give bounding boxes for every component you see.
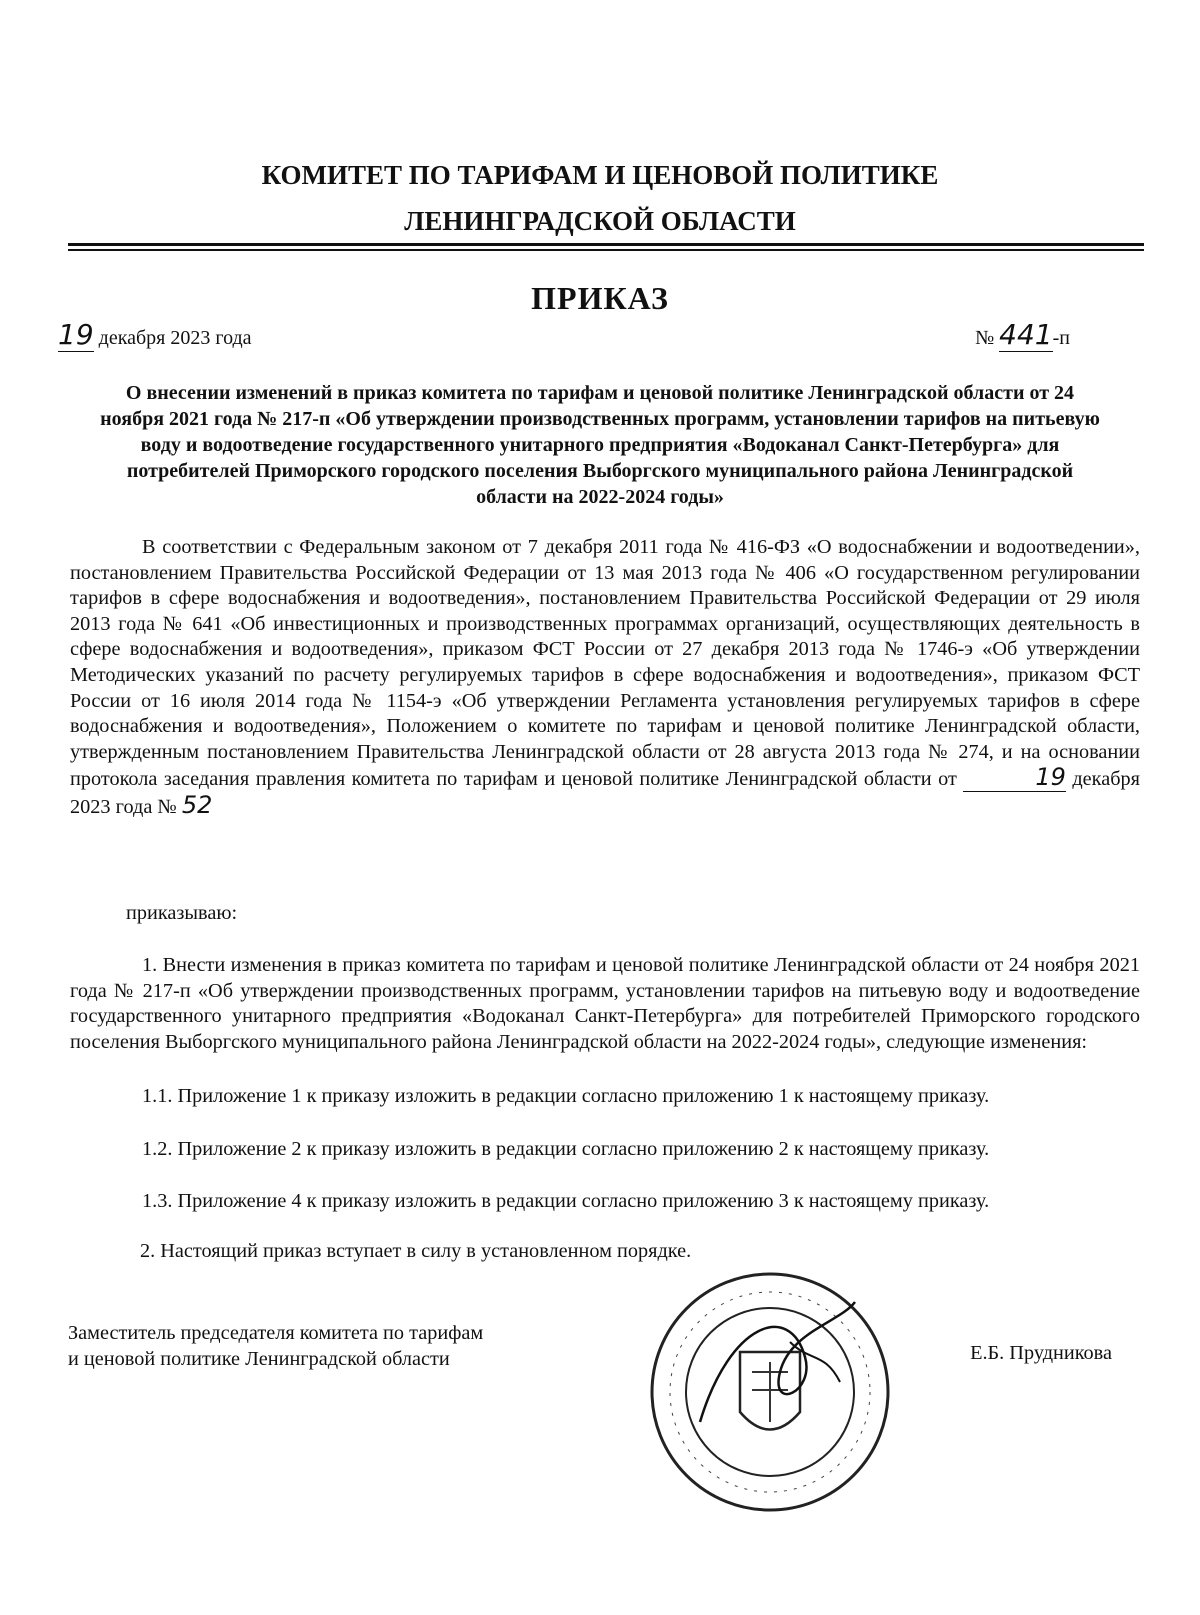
date-rest: декабря 2023 года xyxy=(98,327,252,349)
protocol-rest: декабря 2023 года № xyxy=(70,768,1140,818)
org-line-2: ЛЕНИНГРАДСКОЙ ОБЛАСТИ xyxy=(404,206,796,236)
header-rule-top xyxy=(68,243,1144,246)
order-subitem-1-3: 1.3. Приложение 4 к приказу изложить в редакции согласно приложению 3 к настоящему приказу. xyxy=(142,1190,990,1212)
number-prefix: № xyxy=(975,327,995,349)
document-type: ПРИКАЗ xyxy=(531,280,669,316)
preamble xyxy=(70,535,1140,821)
header-rule-bottom xyxy=(68,249,1144,251)
protocol-number-handwritten: 52 xyxy=(181,790,213,819)
preamble-text: В соответствии с Федеральным законом от 7 декабря 2011 года № 416-ФЗ «О водоснабжении и водоотведении», постановлением Правительства Российской Федерации от 13 мая 2013 года № 406 «О государственном регулировании тарифов в сфере водоснабжения и водоотведения», постановлением Правительства Российской Федерации от 29 июля 2013 года № 641 «Об инвестиционных и производственных программах организаций, осуществляющих деятельность в сфере водоснабжения и водоотведения», приказом ФСТ России от 27 декабря 2013 года № 1746-э «Об утверждении Методических указаний по расчету регулируемых тарифов в сфере водоснабжения и водоотведения», приказом ФСТ России от 16 июля 2014 года № 1154-э «Об утверждении Регламента установления регулируемых тарифов в сфере водоснабжения и водоотведения», Положением о комитете по тарифам и ценовой политике Ленинградской области, утвержденным постановлением Правительства Ленинградской области от 28 августа 2013 года № 274, и на основании протокола заседания правления комитета по тарифам и ценовой политике Ленинградской области от xyxy=(70,536,1140,791)
signer-position xyxy=(68,1320,588,1372)
protocol-day-handwritten: 19 xyxy=(963,765,1066,792)
order-item-1: 1. Внести изменения в приказ комитета по тарифам и ценовой политике Ленинградской области от 24 ноября 2021 года № 217-п «Об утверждении производственных программ, установлении тарифов на питьевую воду и водоотведение государственного унитарного предприятия «Водоканал Санкт-Петербурга» для потребителей Приморского городского поселения Выборгского муниципального района Ленинградской области на 2022-2024 годы», следующие изменения: xyxy=(70,954,1140,1053)
document-subject: О внесении изменений в приказ комитета по тарифам и ценовой политике Ленинградской области от 24 ноября 2021 года № 217-п «Об утверждении производственных программ, установлении тарифов на питьевую воду и водоотведение государственного унитарного предприятия «Водоканал Санкт-Петербурга» для потребителей Приморского городского поселения Выборгского муниципального района Ленинградской области на 2022-2024 годы» xyxy=(100,382,1100,508)
organization-header xyxy=(0,152,1200,244)
official-seal-icon xyxy=(640,1262,900,1522)
order-word: приказываю: xyxy=(126,902,238,924)
order-subitem-1-1: 1.1. Приложение 1 к приказу изложить в редакции согласно приложению 1 к настоящему приказу. xyxy=(142,1085,990,1107)
signer-position-line-1: Заместитель председателя комитета по тарифам xyxy=(68,1322,484,1344)
number-handwritten: 441 xyxy=(999,318,1053,351)
number-suffix: -п xyxy=(1052,327,1070,349)
order-subitem-1-2: 1.2. Приложение 2 к приказу изложить в редакции согласно приложению 2 к настоящему приказу. xyxy=(142,1138,990,1160)
signer-name: Е.Б. Прудникова xyxy=(970,1342,1112,1364)
signer-position-line-2: и ценовой политике Ленинградской области xyxy=(68,1348,450,1370)
document-date xyxy=(58,318,252,352)
org-line-1: КОМИТЕТ ПО ТАРИФАМ И ЦЕНОВОЙ ПОЛИТИКЕ xyxy=(261,160,939,190)
document-number xyxy=(975,318,1070,352)
date-day-handwritten: 19 xyxy=(58,318,94,351)
order-item-2: 2. Настоящий приказ вступает в силу в установленном порядке. xyxy=(140,1240,692,1262)
